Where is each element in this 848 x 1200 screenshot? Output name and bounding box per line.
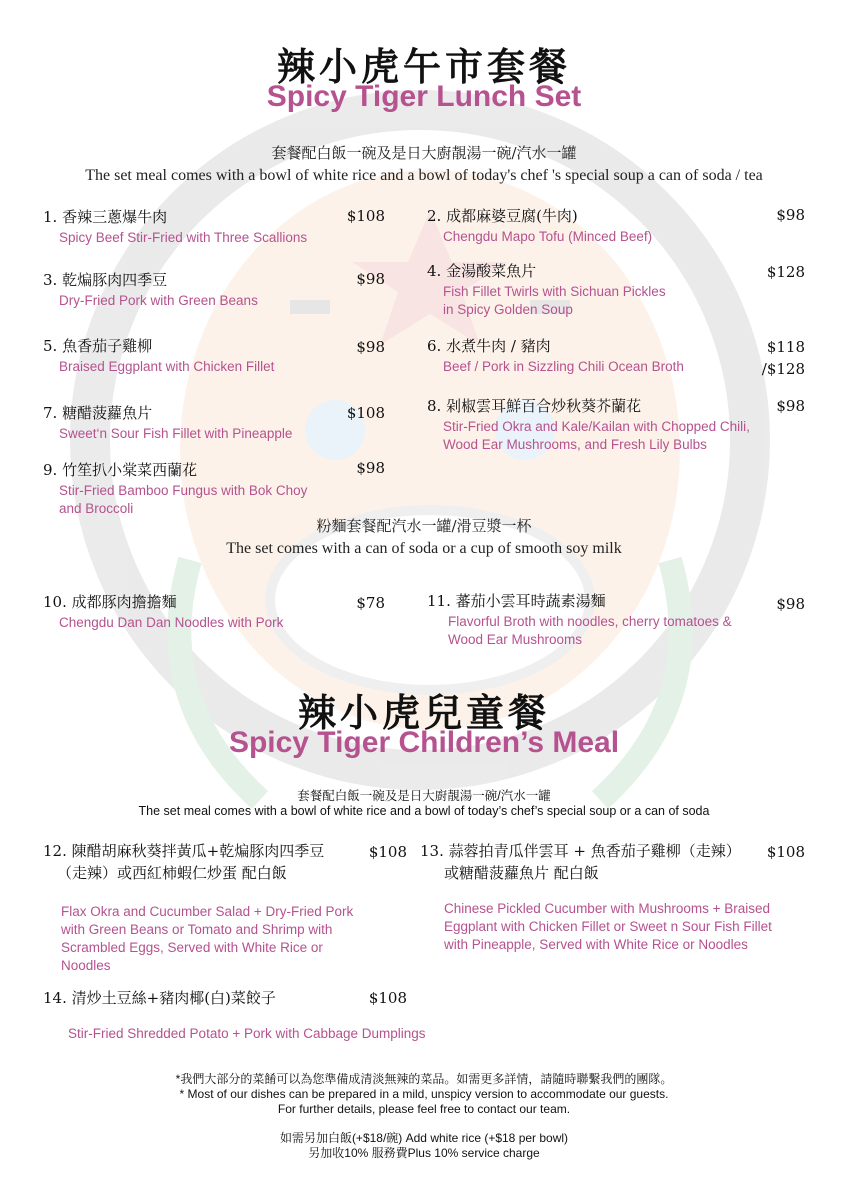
item-name-cn: 12. 陳醋胡麻秋葵拌黃瓜+乾煸豚肉四季豆 <box>43 842 325 860</box>
item-price-alt: /$128 <box>761 360 805 378</box>
lunch-title-en: Spicy Tiger Lunch Set <box>266 80 582 113</box>
desc-line: with Pineapple, Served with White Rice or Noodles <box>444 937 748 952</box>
desc-line: Flax Okra and Cucumber Salad + Dry-Fried Pork <box>61 904 354 919</box>
item-name-en: Braised Eggplant with Chicken Fillet <box>59 359 275 374</box>
kids-title-en: Spicy Tiger Children’s Meal <box>228 726 620 759</box>
menu-item-9 <box>43 459 307 518</box>
menu-item-2 <box>427 205 652 246</box>
note-service-charge: 另加收10% 服務費Plus 10% service charge <box>308 1146 540 1160</box>
menu-item-11 <box>427 590 732 649</box>
item-name-cn-line2: 或糖醋菠蘿魚片 配白飯 <box>444 864 599 882</box>
item-name-en: Chengdu Dan Dan Noodles with Pork <box>59 615 284 630</box>
item-name-cn: 10. 成都豚肉擔擔麵 <box>43 593 177 611</box>
noodles-intro-cn: 粉麵套餐配汽水一罐/滑豆漿一杯 <box>316 517 532 535</box>
item-name-cn: 1. 香辣三蔥爆牛肉 <box>43 208 168 226</box>
noodles-intro-en: The set comes with a can of soda or a cup of smooth soy milk <box>226 540 622 557</box>
kids-intro-cn: 套餐配白飯一碗及是日大廚靚湯一碗/汽水一罐 <box>297 789 551 803</box>
desc-line: with Green Beans or Tomato and Shrimp with <box>61 922 333 937</box>
desc-line: Eggplant with Chicken Fillet or Sweet n Sour Fish Fillet <box>444 919 772 934</box>
menu-item-5 <box>43 335 274 376</box>
item-name-en: Fish Fillet Twirls with Sichuan Pickles <box>443 284 666 299</box>
note-contact: For further details, please feel free to contact our team. <box>277 1102 571 1116</box>
menu-item-13 <box>420 840 741 884</box>
desc-line: Chinese Pickled Cucumber with Mushrooms + Braised <box>444 901 771 916</box>
menu-item-6 <box>427 335 684 376</box>
item-price: $98 <box>356 338 385 356</box>
kids-intro-en: The set meal comes with a bowl of white rice and a bowl of today’s chef’s special soup or a can of soda <box>138 804 710 818</box>
item-price: $98 <box>356 270 385 288</box>
item-name-cn: 5. 魚香茄子雞柳 <box>43 337 153 355</box>
item-name-en: in Spicy Golden Soup <box>443 302 573 317</box>
item-name-en: Flavorful Broth with noodles, cherry tomatoes & <box>448 614 732 629</box>
item-name-cn: 6. 水煮牛肉 / 豬肉 <box>427 337 551 355</box>
menu-item-12 <box>43 840 324 884</box>
item-name-en: Stir-Fried Okra and Kale/Kailan with Chopped Chili, <box>443 419 750 434</box>
item-name-en: Spicy Beef Stir-Fried with Three Scallions <box>59 230 308 245</box>
item-price: $128 <box>766 263 805 281</box>
item-name-en: Wood Ear Mushrooms <box>448 632 583 647</box>
menu-item-8 <box>427 395 750 454</box>
desc-line: Stir-Fried Shredded Potato + Pork with Cabbage Dumplings <box>68 1026 426 1041</box>
lunch-intro-en: The set meal comes with a bowl of white rice and a bowl of today's chef 's special soup a can of soda / tea <box>85 167 763 184</box>
item-name-cn: 4. 金湯酸菜魚片 <box>427 262 537 280</box>
item-name-en: Chengdu Mapo Tofu (Minced Beef) <box>443 229 653 244</box>
item-name-cn: 11. 蕃茄小雲耳時蔬素湯麵 <box>427 592 606 610</box>
item-name-en: Wood Ear Mushrooms, and Fresh Lily Bulbs <box>443 437 707 452</box>
item-price: $108 <box>346 207 385 225</box>
item-name-cn-line2: （走辣）或西紅柿蝦仁炒蛋 配白飯 <box>57 864 287 882</box>
note-mild-cn: *我們大部分的菜餚可以為您準備成清淡無辣的菜品。如需更多詳情，請隨時聯繫我們的團隊。 <box>175 1072 673 1086</box>
item-price: $108 <box>346 404 385 422</box>
item-price: $118 <box>766 338 805 356</box>
menu-item-3 <box>43 269 258 310</box>
item-price: $78 <box>356 594 385 612</box>
menu-item-1 <box>43 206 307 247</box>
item-description-en <box>61 903 353 975</box>
desc-line: Scrambled Eggs, Served with White Rice or <box>61 940 323 955</box>
item-name-en: Dry-Fried Pork with Green Beans <box>59 293 258 308</box>
note-rice: 如需另加白飯(+$18/碗) Add white rice (+$18 per bowl) <box>279 1131 569 1145</box>
menu-item-10 <box>43 591 283 632</box>
item-price: $98 <box>776 206 805 224</box>
item-description-en <box>444 900 772 954</box>
menu-item-4 <box>427 260 666 319</box>
item-price: $98 <box>776 397 805 415</box>
desc-line: Noodles <box>61 958 111 973</box>
item-price: $108 <box>368 843 407 861</box>
item-name-cn: 2. 成都麻婆豆腐(牛肉) <box>427 207 578 225</box>
item-name-cn: 7. 糖醋菠蘿魚片 <box>43 404 153 422</box>
item-price: $98 <box>356 459 385 477</box>
item-description-en <box>68 1025 426 1043</box>
menu-item-14 <box>43 987 276 1009</box>
item-name-en: Stir-Fried Bamboo Fungus with Bok Choy <box>59 483 308 498</box>
lunch-intro-cn: 套餐配白飯一碗及是日大廚靚湯一碗/汽水一罐 <box>271 144 577 162</box>
item-price: $108 <box>766 843 805 861</box>
item-name-en: and Broccoli <box>59 501 134 516</box>
item-name-en: Sweet‘n Sour Fish Fillet with Pineapple <box>59 426 293 441</box>
item-name-cn: 9. 竹笙扒小棠菜西蘭花 <box>43 461 198 479</box>
item-price: $98 <box>776 595 805 613</box>
item-name-cn: 8. 剁椒雲耳鮮百合炒秋葵芥蘭花 <box>427 397 642 415</box>
lunch-title-cn: 辣小虎午市套餐 <box>276 44 571 89</box>
note-mild-en: * Most of our dishes can be prepared in a mild, unspicy version to accommodate our guests. <box>179 1087 669 1101</box>
item-name-en: Beef / Pork in Sizzling Chili Ocean Broth <box>443 359 684 374</box>
menu-item-7 <box>43 402 292 443</box>
item-name-cn: 14. 清炒土豆絲+豬肉椰(白)菜餃子 <box>43 989 276 1007</box>
item-name-cn: 13. 蒜蓉拍青瓜伴雲耳 + 魚香茄子雞柳（走辣） <box>420 842 741 860</box>
item-price: $108 <box>368 989 407 1007</box>
kids-title-cn: 辣小虎兒童餐 <box>297 690 550 735</box>
item-name-cn: 3. 乾煸豚肉四季豆 <box>43 271 168 289</box>
